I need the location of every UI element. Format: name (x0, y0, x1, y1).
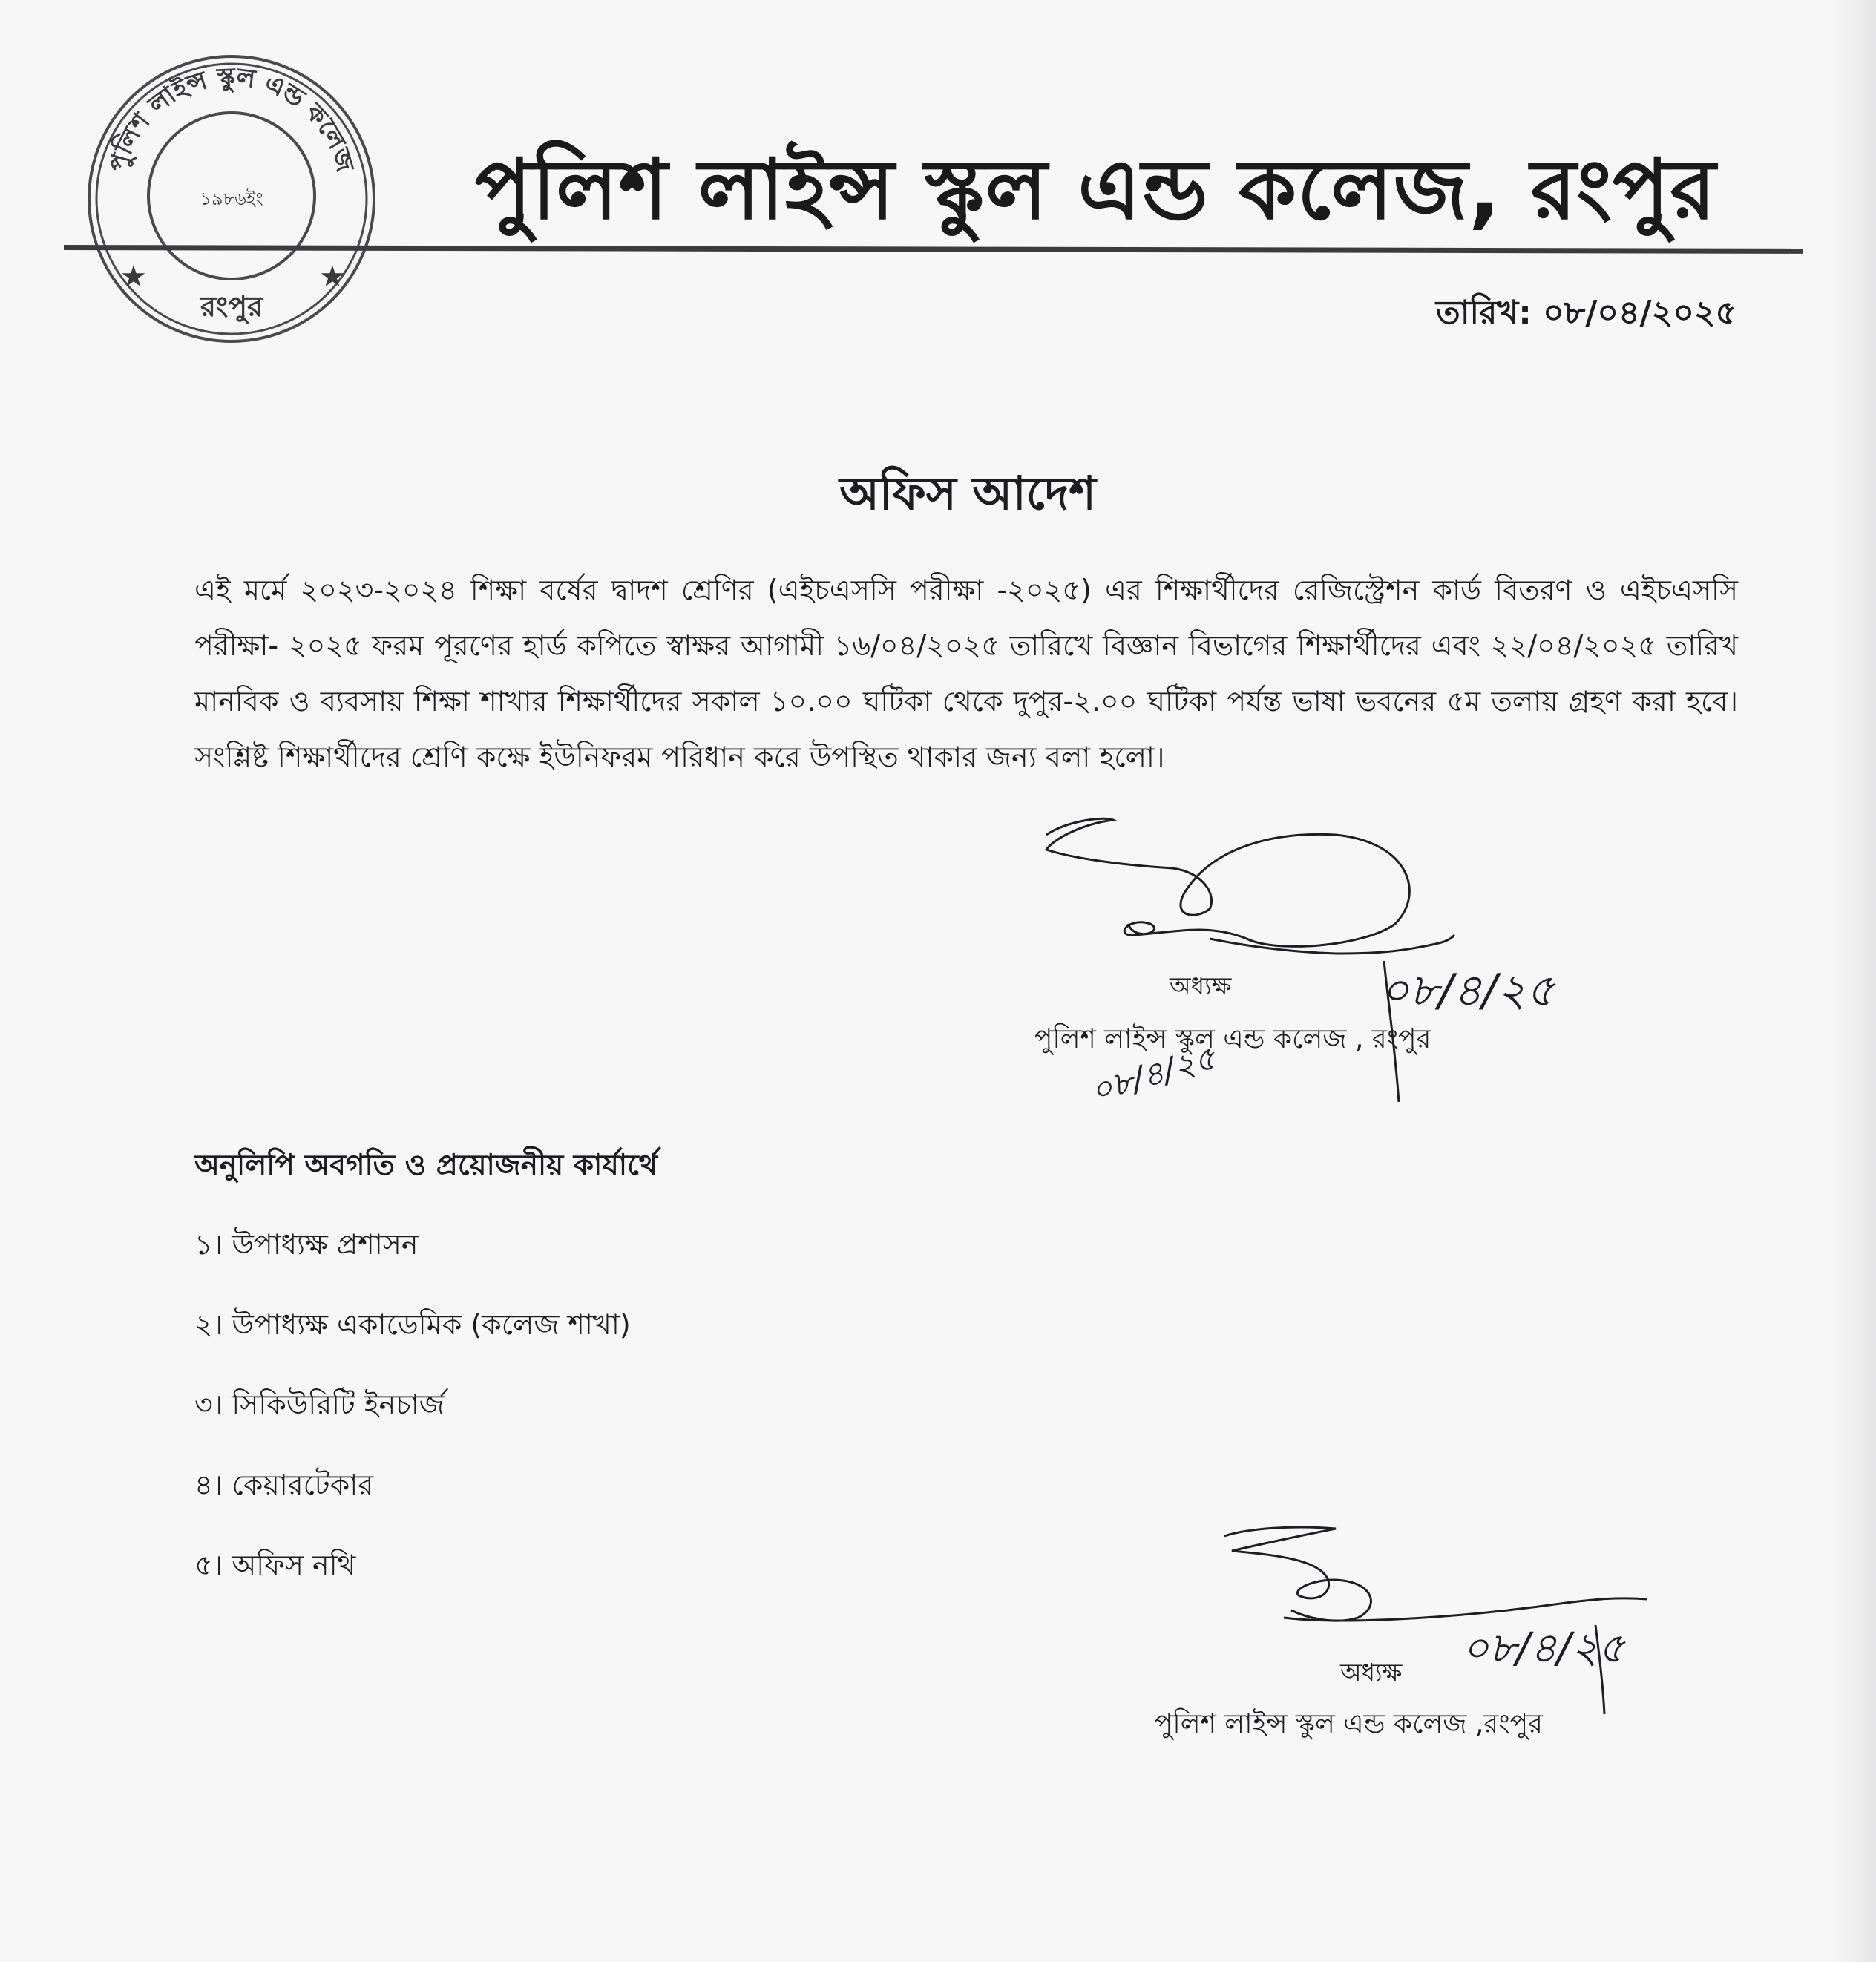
list-item: ৪। কেয়ারটেকার (194, 1469, 374, 1501)
seal-star-right: ★ (319, 260, 346, 294)
signatory-title-1: অধ্যক্ষ (1170, 971, 1232, 1000)
handwritten-signature-2 (1150, 1514, 1670, 1870)
seal-center-text: ১৯৮৬ইং (200, 188, 263, 209)
signatory-organization-2: পুলিশ লাইন্স স্কুল এন্ড কলেজ ,রংপুর (1155, 1709, 1543, 1739)
seal-ring-text: পুলিশ লাইন্স স্কুল এন্ড কলেজ (103, 62, 360, 175)
copy-to-heading: অনুলিপি অবগতি ও প্রয়োজনীয় কার্যার্থে (194, 1149, 658, 1182)
copy-to-list (194, 1223, 631, 1624)
signature-block-principal-copy (1150, 1514, 1670, 1870)
list-item: ৫। অফিস নথি (194, 1549, 356, 1581)
institution-title: পুলিশ লাইন্স স্কুল এন্ড কলেজ, রংপুর (475, 142, 1716, 238)
list-item: ২। উপাধ্যক্ষ একাডেমিক (কলেজ শাখা) (194, 1308, 631, 1341)
signatory-title-2: অধ্যক্ষ (1340, 1658, 1403, 1687)
handwritten-initial-note-1: ০৮/৪/২৫ (1086, 1039, 1221, 1111)
signatory-organization-1: পুলিশ লাইন্স স্কুল এন্ড কলেজ , রংপুর (1034, 1024, 1431, 1054)
signature-block-principal (1024, 805, 1603, 1139)
list-item: ১। উপাধ্যক্ষ প্রশাসন (194, 1228, 419, 1261)
seal-bottom-text: রংপুর (200, 290, 263, 323)
document-date: তারিখ: ০৮/০৪/২০২৫ (1435, 294, 1736, 332)
seal-star-left: ★ (120, 260, 147, 294)
document-heading: অফিস আদেশ (839, 466, 1096, 520)
institution-seal (83, 50, 380, 347)
seal-graphic (83, 50, 380, 347)
handwritten-date-2: ০৮/৪/২৫ (1462, 1624, 1625, 1673)
paper-edge-shadow (1831, 0, 1876, 1962)
handwritten-date-1: ০৮/৪/২৫ (1380, 965, 1555, 1017)
notice-body: এই মর্মে ২০২৩-২০২৪ শিক্ষা বর্ষের দ্বাদশ শ্রেণির (এইচএসসি পরীক্ষা -২০২৫) এর শিক্ষার্থীদের রেজিস্ট্রেশন কার্ড বিতরণ ও এইচএসসি পরীক্ষা- ২০২৫ ফরম পূরণের হার্ড কপিতে স্বাক্ষর আগামী ১৬/০৪/২০২৫ তারিখে বিজ্ঞান বিভাগের শিক্ষার্থীদের এবং ২২/০৪/২০২৫ তারিখ মানবিক ও ব্যবসায় শিক্ষা শাখার শিক্ষার্থীদের সকাল ১০.০০ ঘটিকা থেকে দুপুর-২.০০ ঘটিকা পর্যন্ত ভাষা ভবনের ৫ম তলায় গ্রহণ করা হবে। সংশ্লিষ্ট শিক্ষার্থীদের শ্রেণি কক্ষে ইউনিফরম পরিধান করে উপস্থিত থাকার জন্য বলা হলো। (194, 574, 1738, 773)
list-item: ৩। সিকিউরিটি ইনচার্জ (194, 1388, 445, 1421)
